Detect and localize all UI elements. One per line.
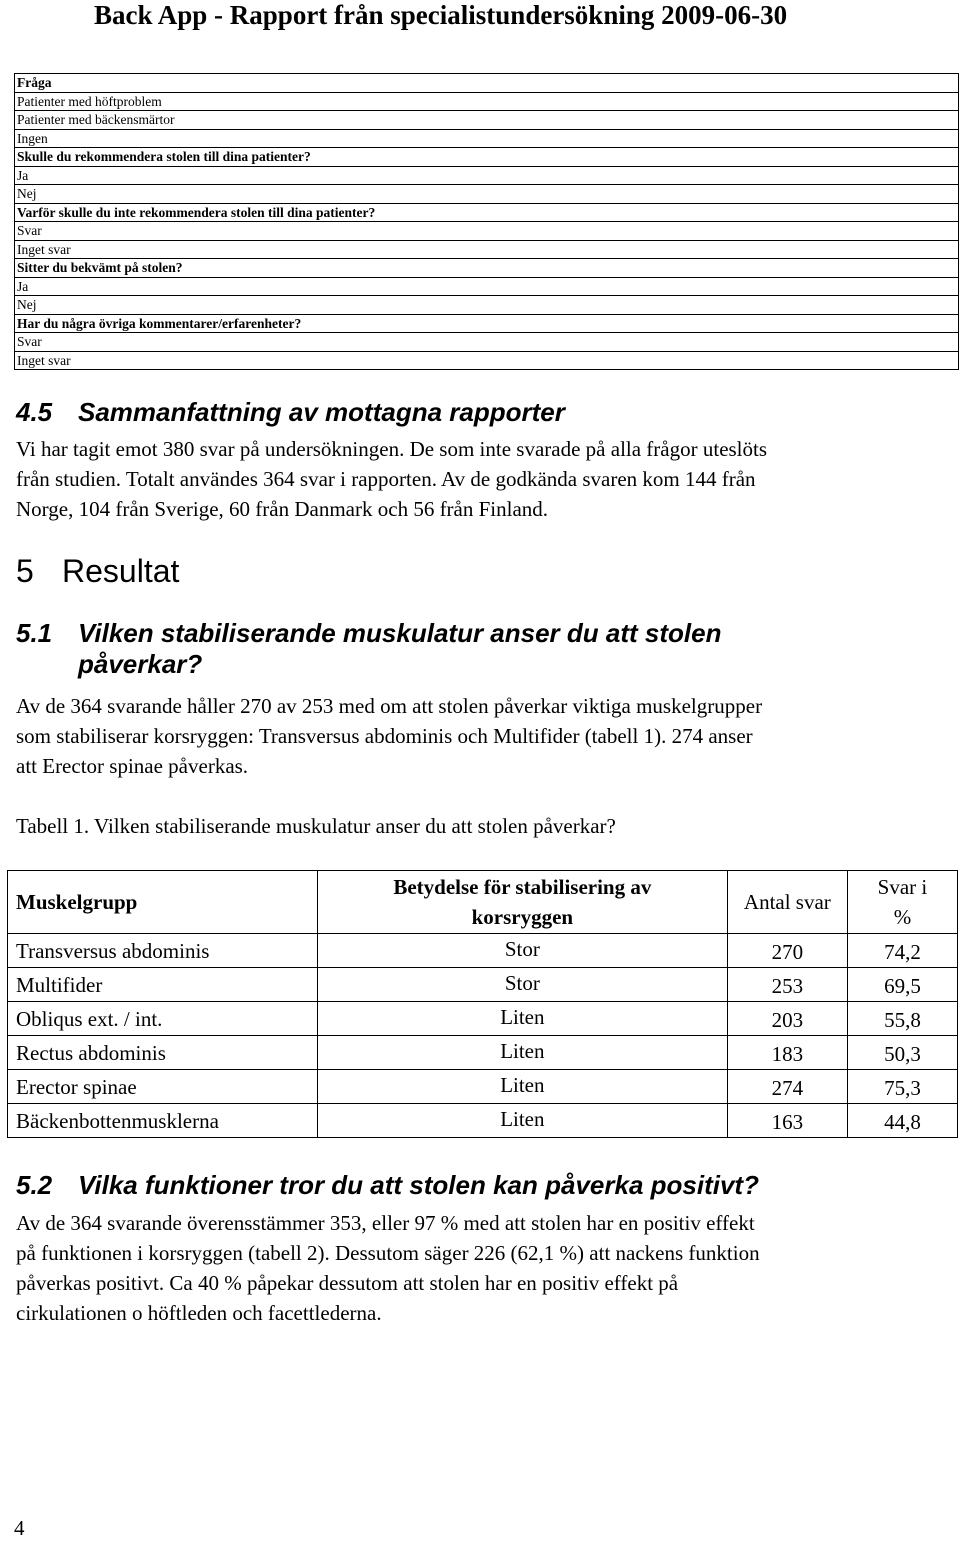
page-header-title: Back App - Rapport från specialistundersökning 2009-06-30 bbox=[94, 0, 788, 30]
importance-cell: Liten bbox=[317, 1002, 727, 1036]
table-row bbox=[8, 1036, 958, 1070]
question-cell: Sitter du bekvämt på stolen? bbox=[15, 259, 959, 278]
question-cell: Varför skulle du inte rekommendera stolen till dina patienter? bbox=[15, 203, 959, 222]
table-row bbox=[15, 129, 959, 148]
count-cell: 274 bbox=[727, 1070, 847, 1104]
table-row bbox=[15, 314, 959, 333]
answer-cell: Inget svar bbox=[15, 240, 959, 259]
section-4-5-paragraph bbox=[16, 434, 946, 524]
section-number: 5 bbox=[16, 553, 34, 589]
section-title: Vilken stabiliserande muskulatur anser du att stolen bbox=[78, 618, 722, 648]
percent-cell: 75,3 bbox=[847, 1070, 957, 1104]
paragraph-line: Vi har tagit emot 380 svar på undersökningen. De som inte svarade på alla frågor uteslöts bbox=[16, 437, 768, 461]
muscle-cell: Obliqus ext. / int. bbox=[8, 1002, 318, 1036]
page-number: 4 bbox=[14, 1516, 25, 1540]
section-number: 4.5 bbox=[16, 397, 53, 427]
answer-cell: Inget svar bbox=[15, 351, 959, 370]
table-row bbox=[8, 1104, 958, 1138]
importance-cell: Stor bbox=[317, 934, 727, 968]
paragraph-line: Av de 364 svarande håller 270 av 253 med om att stolen påverkar viktiga muskelgrupper bbox=[16, 694, 763, 718]
count-cell: 183 bbox=[727, 1036, 847, 1070]
muscle-cell: Rectus abdominis bbox=[8, 1036, 318, 1070]
count-cell: 203 bbox=[727, 1002, 847, 1036]
answer-cell: Svar bbox=[15, 222, 959, 241]
header-count: Antal svar bbox=[727, 871, 847, 934]
header-percent bbox=[847, 871, 957, 934]
section-5-1-heading-cont: påverkar? bbox=[78, 649, 203, 679]
importance-cell: Liten bbox=[317, 1070, 727, 1104]
percent-cell: 74,2 bbox=[847, 934, 957, 968]
table-row bbox=[15, 277, 959, 296]
importance-cell: Liten bbox=[317, 1036, 727, 1070]
percent-cell: 55,8 bbox=[847, 1002, 957, 1036]
header-percent-line2: % bbox=[893, 905, 912, 929]
table-row bbox=[15, 92, 959, 111]
section-title: Resultat bbox=[62, 553, 180, 589]
table-row bbox=[15, 111, 959, 130]
muscle-cell: Transversus abdominis bbox=[8, 934, 318, 968]
paragraph-line: påverkas positivt. Ca 40 % påpekar dessutom att stolen har en positiv effekt på bbox=[16, 1271, 679, 1295]
table-row bbox=[8, 968, 958, 1002]
table-header-row bbox=[8, 871, 958, 934]
muscle-cell: Erector spinae bbox=[8, 1070, 318, 1104]
question-cell: Skulle du rekommendera stolen till dina patienter? bbox=[15, 148, 959, 167]
table-row bbox=[8, 1002, 958, 1036]
count-cell: 163 bbox=[727, 1104, 847, 1138]
table-row bbox=[15, 203, 959, 222]
importance-cell: Stor bbox=[317, 968, 727, 1002]
percent-cell: 50,3 bbox=[847, 1036, 957, 1070]
count-cell: 270 bbox=[727, 934, 847, 968]
question-cell: Fråga bbox=[15, 74, 959, 93]
importance-cell: Liten bbox=[317, 1104, 727, 1138]
section-number: 5.2 bbox=[16, 1170, 53, 1200]
questions-table bbox=[14, 73, 959, 370]
table-row bbox=[8, 934, 958, 968]
percent-cell: 69,5 bbox=[847, 968, 957, 1002]
section-5-1-heading bbox=[16, 617, 721, 650]
table-row bbox=[15, 148, 959, 167]
section-number: 5.1 bbox=[16, 618, 53, 648]
header-importance-line1: Betydelse för stabilisering av bbox=[393, 875, 652, 899]
header-importance bbox=[317, 871, 727, 934]
table-row bbox=[15, 333, 959, 352]
table-row bbox=[15, 185, 959, 204]
paragraph-line: från studien. Totalt användes 364 svar i rapporten. Av de godkända svaren kom 144 från bbox=[16, 467, 756, 491]
results-table bbox=[7, 870, 958, 1138]
answer-cell: Ingen bbox=[15, 129, 959, 148]
table-row bbox=[15, 222, 959, 241]
answer-cell: Ja bbox=[15, 166, 959, 185]
section-4-5-heading bbox=[16, 396, 565, 429]
muscle-cell: Bäckenbottenmusklerna bbox=[8, 1104, 318, 1138]
header-muscle: Muskelgrupp bbox=[8, 871, 318, 934]
table-row bbox=[8, 1070, 958, 1104]
paragraph-line: Av de 364 svarande överensstämmer 353, eller 97 % med att stolen har en positiv effekt bbox=[16, 1211, 755, 1235]
table-row bbox=[15, 240, 959, 259]
percent-cell: 44,8 bbox=[847, 1104, 957, 1138]
section-title: Sammanfattning av mottagna rapporter bbox=[78, 397, 565, 427]
section-5-1-paragraph bbox=[16, 691, 946, 781]
table-row bbox=[15, 74, 959, 93]
paragraph-line: på funktionen i korsryggen (tabell 2). Dessutom säger 226 (62,1 %) att nackens funktion bbox=[16, 1241, 760, 1265]
section-5-heading bbox=[16, 551, 179, 591]
answer-cell: Ja bbox=[15, 277, 959, 296]
section-5-2-paragraph bbox=[16, 1208, 946, 1328]
answer-cell: Svar bbox=[15, 333, 959, 352]
question-cell: Har du några övriga kommentarer/erfarenheter? bbox=[15, 314, 959, 333]
paragraph-line: som stabiliserar korsryggen: Transversus abdominis och Multifider (tabell 1). 274 anser bbox=[16, 724, 753, 748]
header-percent-line1: Svar i bbox=[877, 875, 928, 899]
table-row bbox=[15, 166, 959, 185]
answer-cell: Nej bbox=[15, 185, 959, 204]
section-title: Vilka funktioner tror du att stolen kan påverka positivt? bbox=[78, 1170, 759, 1200]
header-importance-line2: korsryggen bbox=[471, 905, 574, 929]
paragraph-line: Norge, 104 från Sverige, 60 från Danmark och 56 från Finland. bbox=[16, 497, 549, 521]
table-row bbox=[15, 259, 959, 278]
table-row bbox=[15, 351, 959, 370]
table-row bbox=[15, 296, 959, 315]
answer-cell: Patienter med höftproblem bbox=[15, 92, 959, 111]
paragraph-line: att Erector spinae påverkas. bbox=[16, 754, 249, 778]
answer-cell: Patienter med bäckensmärtor bbox=[15, 111, 959, 130]
answer-cell: Nej bbox=[15, 296, 959, 315]
count-cell: 253 bbox=[727, 968, 847, 1002]
paragraph-line: cirkulationen o höftleden och facettlederna. bbox=[16, 1301, 382, 1325]
table-1-caption: Tabell 1. Vilken stabiliserande muskulatur anser du att stolen påverkar? bbox=[16, 814, 616, 838]
section-5-2-heading bbox=[16, 1169, 759, 1202]
muscle-cell: Multifider bbox=[8, 968, 318, 1002]
